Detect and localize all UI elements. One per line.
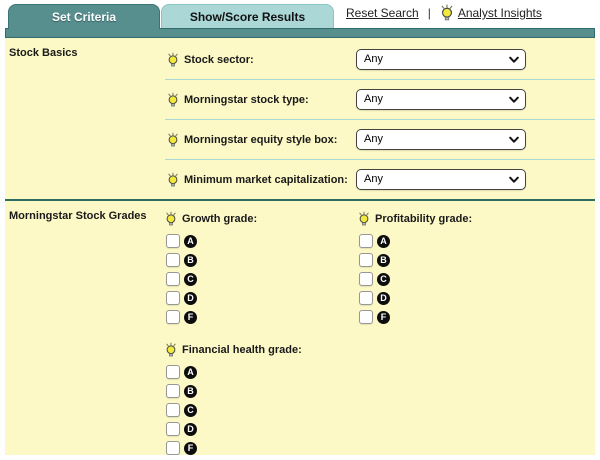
grade-f-badge: F bbox=[184, 311, 197, 324]
growth-grade-a-checkbox[interactable] bbox=[166, 234, 180, 248]
tab-show-score-results[interactable] bbox=[161, 4, 334, 28]
stock-type-label: Morningstar stock type: bbox=[184, 93, 309, 106]
grade-a-badge: A bbox=[377, 235, 390, 248]
grade-columns bbox=[165, 211, 595, 329]
financial-health-grade-header bbox=[165, 342, 358, 358]
profitability-grade-group bbox=[358, 211, 551, 329]
financial-health-grade-group bbox=[165, 342, 358, 455]
lightbulb-icon[interactable] bbox=[167, 92, 179, 108]
stock-basics-section bbox=[5, 38, 595, 199]
profitability-grade-c-checkbox[interactable] bbox=[359, 272, 373, 286]
stock-grades-title: Morningstar Stock Grades bbox=[9, 210, 147, 222]
grade-c-badge: C bbox=[184, 273, 197, 286]
financial-health-grade-label: Financial health grade: bbox=[182, 344, 302, 356]
lightbulb-icon[interactable] bbox=[167, 172, 179, 188]
growth-grade-b-row[interactable] bbox=[166, 253, 358, 267]
tab-set-criteria[interactable] bbox=[8, 4, 160, 29]
profitability-grade-f-checkbox[interactable] bbox=[359, 310, 373, 324]
lightbulb-icon[interactable] bbox=[165, 211, 177, 227]
grade-c-badge: C bbox=[377, 273, 390, 286]
financial-health-grade-c-row[interactable] bbox=[166, 403, 358, 417]
financial-health-grade-a-checkbox[interactable] bbox=[166, 365, 180, 379]
grade-a-badge: A bbox=[184, 235, 197, 248]
growth-grade-d-checkbox[interactable] bbox=[166, 291, 180, 305]
market-cap-label: Minimum market capitalization: bbox=[184, 173, 348, 186]
financial-health-grade-b-checkbox[interactable] bbox=[166, 384, 180, 398]
lightbulb-icon[interactable] bbox=[167, 132, 179, 148]
profitability-grade-header bbox=[358, 211, 551, 227]
market-cap-row bbox=[165, 159, 595, 199]
profitability-grade-f-row[interactable] bbox=[359, 310, 551, 324]
reset-search-link[interactable]: Reset Search bbox=[346, 6, 419, 20]
analyst-insights-link[interactable]: Analyst Insights bbox=[457, 6, 542, 20]
lightbulb-icon bbox=[440, 4, 454, 22]
profitability-grade-label: Profitability grade: bbox=[375, 213, 473, 225]
grade-d-badge: D bbox=[184, 423, 197, 436]
profitability-grade-a-checkbox[interactable] bbox=[359, 234, 373, 248]
grade-b-badge: B bbox=[184, 385, 197, 398]
tab-bar bbox=[0, 0, 600, 28]
stock-grades-section bbox=[5, 199, 595, 455]
growth-grade-c-row[interactable] bbox=[166, 272, 358, 286]
growth-grade-group bbox=[165, 211, 358, 329]
growth-grade-c-checkbox[interactable] bbox=[166, 272, 180, 286]
equity-style-box-label: Morningstar equity style box: bbox=[184, 133, 338, 146]
profitability-grade-d-row[interactable] bbox=[359, 291, 551, 305]
growth-grade-a-row[interactable] bbox=[166, 234, 358, 248]
grade-d-badge: D bbox=[377, 292, 390, 305]
equity-style-box-select[interactable] bbox=[356, 129, 526, 150]
grade-c-badge: C bbox=[184, 404, 197, 417]
financial-health-grade-d-row[interactable] bbox=[166, 422, 358, 436]
grade-f-badge: F bbox=[184, 442, 197, 455]
profitability-grade-b-row[interactable] bbox=[359, 253, 551, 267]
financial-health-grade-d-checkbox[interactable] bbox=[166, 422, 180, 436]
stock-basics-rows bbox=[165, 38, 595, 199]
financial-health-grade-f-checkbox[interactable] bbox=[166, 441, 180, 455]
growth-grade-label: Growth grade: bbox=[182, 213, 258, 225]
grade-a-badge: A bbox=[184, 366, 197, 379]
profitability-grade-a-row[interactable] bbox=[359, 234, 551, 248]
profitability-grade-d-checkbox[interactable] bbox=[359, 291, 373, 305]
stock-sector-label: Stock sector: bbox=[184, 53, 254, 66]
grade-d-badge: D bbox=[184, 292, 197, 305]
grade-b-badge: B bbox=[377, 254, 390, 267]
market-cap-select[interactable] bbox=[356, 169, 526, 190]
link-separator: | bbox=[427, 6, 431, 20]
growth-grade-f-row[interactable] bbox=[166, 310, 358, 324]
growth-grade-d-row[interactable] bbox=[166, 291, 358, 305]
tab-show-score-results-label: Show/Score Results bbox=[189, 9, 306, 24]
lightbulb-icon[interactable] bbox=[358, 211, 370, 227]
stock-type-select[interactable] bbox=[356, 89, 526, 110]
criteria-form bbox=[5, 38, 595, 455]
header-teal-bar bbox=[5, 28, 595, 38]
equity-style-box-row bbox=[165, 119, 595, 159]
header-links bbox=[346, 4, 542, 28]
stock-type-row bbox=[165, 79, 595, 119]
stock-grades-area bbox=[165, 201, 595, 455]
grade-f-badge: F bbox=[377, 311, 390, 324]
stock-basics-title: Stock Basics bbox=[9, 47, 78, 59]
tab-set-criteria-label: Set Criteria bbox=[51, 10, 117, 24]
market-cap-select-wrap bbox=[356, 169, 526, 190]
lightbulb-icon[interactable] bbox=[167, 52, 179, 68]
stock-sector-select-wrap bbox=[356, 49, 526, 70]
growth-grade-b-checkbox[interactable] bbox=[166, 253, 180, 267]
grade-b-badge: B bbox=[184, 254, 197, 267]
financial-health-grade-a-row[interactable] bbox=[166, 365, 358, 379]
growth-grade-header bbox=[165, 211, 358, 227]
stock-sector-select[interactable] bbox=[356, 49, 526, 70]
stock-type-select-wrap bbox=[356, 89, 526, 110]
financial-health-grade-c-checkbox[interactable] bbox=[166, 403, 180, 417]
stock-sector-row bbox=[165, 40, 595, 79]
financial-health-grade-b-row[interactable] bbox=[166, 384, 358, 398]
financial-health-grade-f-row[interactable] bbox=[166, 441, 358, 455]
lightbulb-icon[interactable] bbox=[165, 342, 177, 358]
equity-style-box-select-wrap bbox=[356, 129, 526, 150]
profitability-grade-b-checkbox[interactable] bbox=[359, 253, 373, 267]
profitability-grade-c-row[interactable] bbox=[359, 272, 551, 286]
growth-grade-f-checkbox[interactable] bbox=[166, 310, 180, 324]
